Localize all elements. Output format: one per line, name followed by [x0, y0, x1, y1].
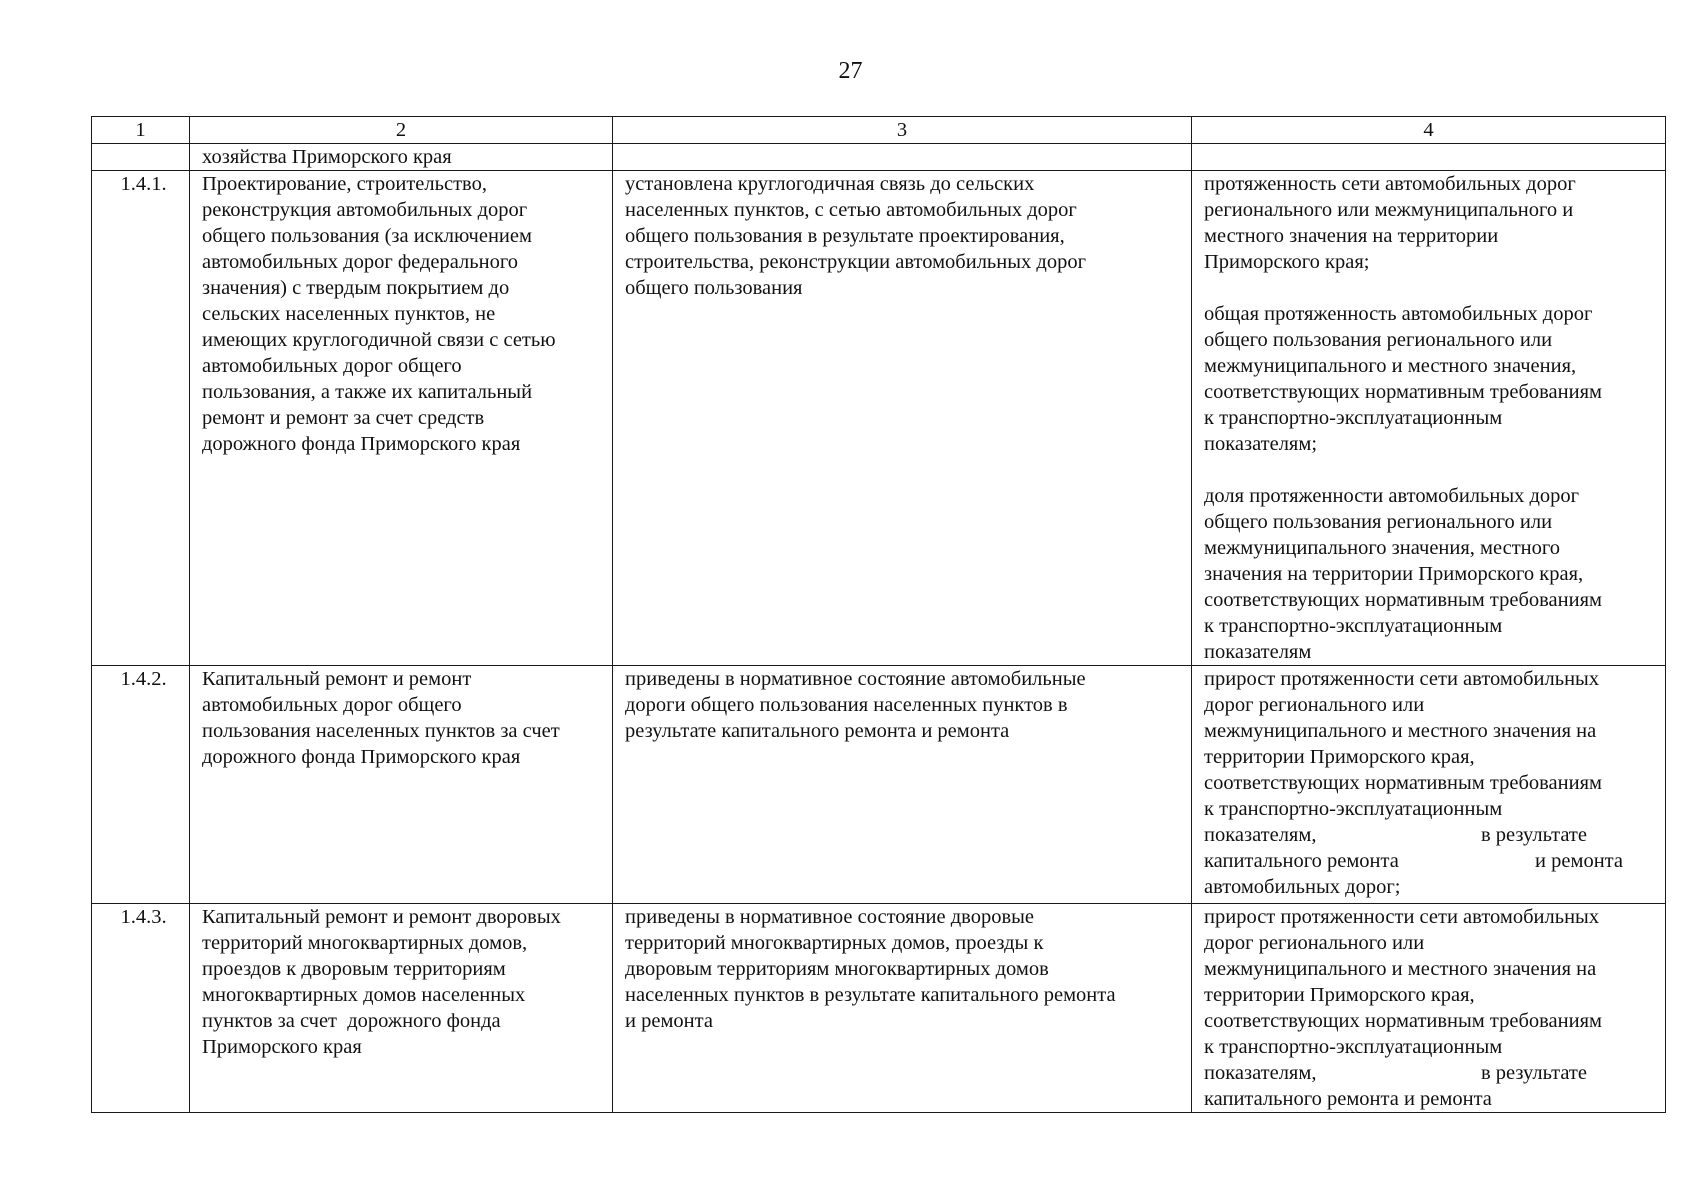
text-line: приведены в нормативное состояние автомобильные [625, 668, 1086, 690]
text-line: к транспортно-эксплуатационным [1204, 798, 1503, 820]
text-line: регионального или межмуниципального и [1204, 199, 1574, 221]
table-cell [92, 144, 190, 171]
text-line: строительства, реконструкции автомобильных дорог [625, 251, 1086, 273]
text-line: Проектирование, строительство, [202, 173, 487, 195]
text-line: общего пользования регионального или [1204, 511, 1553, 533]
result-cell [613, 904, 1192, 1113]
indicator-cell [1192, 666, 1666, 904]
text-line: дорог регионального или [1204, 932, 1425, 954]
text-line: к транспортно-эксплуатационным [1204, 615, 1503, 637]
text-line [1204, 1060, 1659, 1086]
row-number: 1.4.1. [92, 171, 190, 666]
text-line: автомобильных дорог общего [202, 694, 462, 716]
text-line: населенных пунктов в результате капитального ремонта [625, 984, 1116, 1006]
text-line: ремонт и ремонт за счет средств [202, 407, 485, 429]
text-line: межмуниципального значения, местного [1204, 537, 1561, 559]
text-line: общего пользования в результате проектирования, [625, 225, 1065, 247]
measure-description-cell [190, 904, 613, 1113]
text-line: межмуниципального и местного значения на [1204, 720, 1597, 742]
indicator-cell [1192, 171, 1666, 666]
text-line: пользования населенных пунктов за счет [202, 720, 560, 742]
text-line: дороги общего пользования населенных пунктов в [625, 694, 1068, 716]
text-line: и ремонта [625, 1010, 713, 1032]
text-fragment: и ремонта [1535, 850, 1623, 872]
text-line: приведены в нормативное состояние дворовые [625, 906, 1035, 928]
result-cell [613, 171, 1192, 666]
text-line: дорожного фонда Приморского края [202, 433, 521, 455]
text-line: прирост протяженности сети автомобильных [1204, 906, 1600, 928]
text-line: сельских населенных пунктов, не [202, 303, 496, 325]
document-table [91, 116, 1666, 1113]
text-line: Приморского края; [1204, 251, 1370, 273]
text-line [1204, 822, 1659, 848]
text-line: реконструкция автомобильных дорог [202, 199, 528, 221]
table-row [92, 904, 1666, 1113]
text-line: показателям [1204, 641, 1312, 663]
table-row [92, 666, 1666, 904]
text-line: дворовым территориям многоквартирных домов [625, 958, 1049, 980]
row-number: 1.4.3. [92, 904, 190, 1113]
text-line: проездов к дворовым территориям [202, 958, 506, 980]
text-fragment: капитального ремонта [1204, 850, 1399, 872]
text-fragment: показателям, [1204, 1062, 1317, 1084]
table-cell [1192, 144, 1666, 171]
header-cell: 1 [92, 117, 190, 144]
text-line: пунктов за счет дорожного фонда [202, 1010, 501, 1032]
text-line: территории Приморского края, [1204, 984, 1475, 1006]
page-number: 27 [838, 58, 863, 84]
text-line: территорий многоквартирных домов, проезды к [625, 932, 1044, 954]
text-line: установлена круглогодичная связь до сельских [625, 173, 1035, 195]
measure-description-cell [190, 171, 613, 666]
text-line: к транспортно-эксплуатационным [1204, 1036, 1503, 1058]
text-line: значения на территории Приморского края, [1204, 563, 1584, 585]
text-fragment: в результате [1480, 824, 1587, 846]
text-line: автомобильных дорог; [1204, 876, 1401, 898]
text-line: прирост протяженности сети автомобильных [1204, 668, 1600, 690]
text-line: общего пользования (за исключением [202, 225, 532, 247]
header-cell: 2 [190, 117, 613, 144]
text-line: автомобильных дорог федерального [202, 251, 518, 273]
text-line: межмуниципального и местного значения на [1204, 958, 1597, 980]
paragraph-gap [1204, 457, 1659, 483]
header-cell: 4 [1192, 117, 1666, 144]
text-line: соответствующих нормативным требованиям [1204, 589, 1602, 611]
text-line: межмуниципального и местного значения, [1204, 355, 1577, 377]
table-row [92, 171, 1666, 666]
table-cell [613, 144, 1192, 171]
text-fragment: в результате [1480, 1062, 1587, 1084]
text-line: местного значения на территории [1204, 225, 1499, 247]
text-line: соответствующих нормативным требованиям [1204, 772, 1602, 794]
text-line: протяженность сети автомобильных дорог [1204, 173, 1576, 195]
text-line: показателям; [1204, 433, 1318, 455]
text-line: дорожного фонда Приморского края [202, 746, 521, 768]
text-line: территории Приморского края, [1204, 746, 1475, 768]
text-line: соответствующих нормативным требованиям [1204, 381, 1602, 403]
text-line: капитального ремонта и ремонта [1204, 1088, 1492, 1110]
result-cell [613, 666, 1192, 904]
text-line: Капитальный ремонт и ремонт дворовых [202, 906, 561, 928]
table-cell: хозяйства Приморского края [190, 144, 613, 171]
text-fragment: показателям, [1204, 824, 1317, 846]
text-line: доля протяженности автомобильных дорог [1204, 485, 1580, 507]
text-line: территорий многоквартирных домов, [202, 932, 528, 954]
paragraph-gap [1204, 275, 1659, 301]
text-line: результате капитального ремонта и ремонта [625, 720, 1010, 742]
text-line: общая протяженность автомобильных дорог [1204, 303, 1593, 325]
text-line: пользования, а также их капитальный [202, 381, 533, 403]
text-line [1204, 848, 1659, 874]
text-line: Капитальный ремонт и ремонт [202, 668, 472, 690]
text-line: населенных пунктов, с сетью автомобильных дорог [625, 199, 1077, 221]
text-line: общего пользования регионального или [1204, 329, 1553, 351]
text-line: общего пользования [625, 277, 803, 299]
text-line: Приморского края [202, 1036, 362, 1058]
text-line: соответствующих нормативным требованиям [1204, 1010, 1602, 1032]
text-line: автомобильных дорог общего [202, 355, 462, 377]
continuation-row [92, 144, 1666, 171]
table-header-row [92, 117, 1666, 144]
text-line: дорог регионального или [1204, 694, 1425, 716]
text-line: к транспортно-эксплуатационным [1204, 407, 1503, 429]
text-line: значения) с твердым покрытием до [202, 277, 510, 299]
text-line: имеющих круглогодичной связи с сетью [202, 329, 556, 351]
text-line: многоквартирных домов населенных [202, 984, 526, 1006]
indicator-cell [1192, 904, 1666, 1113]
measure-description-cell [190, 666, 613, 904]
header-cell: 3 [613, 117, 1192, 144]
row-number: 1.4.2. [92, 666, 190, 904]
